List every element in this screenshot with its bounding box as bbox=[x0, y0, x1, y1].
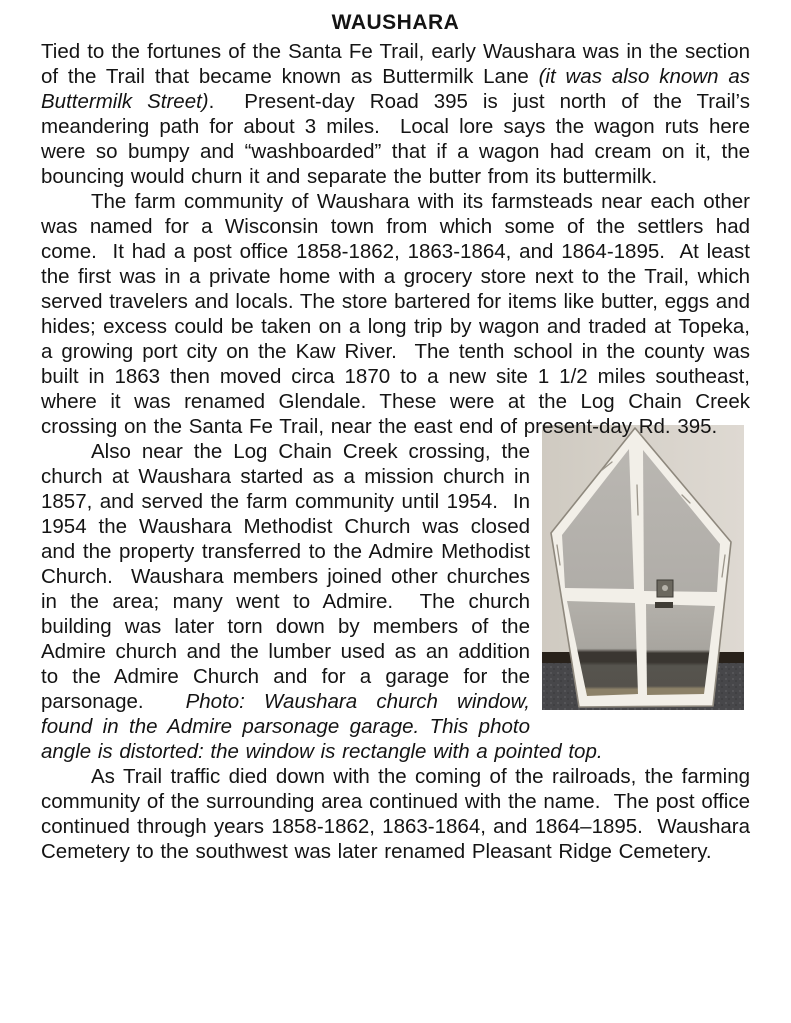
paragraph-intro-text: Tied to the fortunes of the Santa Fe Trail, early Waushara was in the section of the Trail that became known as Buttermilk Lane bbox=[41, 40, 750, 88]
paragraph-intro bbox=[41, 39, 750, 189]
paragraph-railroads: As Trail traffic died down with the coming of the railroads, the farming community of the surrounding area continued with the name. The post office continued through years 1858-1862, 1863-1864, and 1864–1895. Waushara Cemetery to the southwest was later renamed Pleasant Ridge Cemetery. bbox=[41, 765, 750, 863]
paragraph-church bbox=[41, 439, 750, 764]
page-title: WAUSHARA bbox=[331, 11, 460, 34]
paragraph-intro-italic: (it was also known as Buttermilk Street) bbox=[41, 65, 750, 113]
paragraph-farm-community: The farm community of Waushara with its farmsteads near each other was named for a Wisconsin town from which some of the settlers had come. It had a post office 1858-1862, 1863-1864, and 1864-1895. At least the first was in a private home with a grocery store next to the Trail, which served travelers and locals. The store bartered for items like butter, eggs and hides; excess could be taken on a long trip by wagon and traded at Topeka, a growing port city on the Kaw River. The tenth school in the county was built in 1863 then moved circa 1870 to a new site 1 1/2 miles southeast, where it was renamed Glendale. These were at the Log Chain Creek crossing on the Santa Fe Trail, near the east end of present-day Rd. 395. bbox=[41, 190, 750, 438]
window-latch-knob bbox=[662, 585, 668, 591]
glass-lower-right bbox=[646, 604, 715, 695]
window-handle bbox=[655, 602, 673, 608]
church-window-illustration bbox=[542, 425, 744, 710]
church-window-photo bbox=[542, 425, 744, 710]
photo-caption: Photo: Waushara church window, found in the Admire parsonage garage. This photo angle is distorted: the window is rectangle with a pointed top. bbox=[41, 690, 603, 763]
paragraph-church-text: Also near the Log Chain Creek crossing, the church at Waushara started as a mission church in 1857, and served the farm community until 1954. In 1954 the Waushara Methodist Church was closed and the property transferred to the Admire Methodist Church. Waushara members joined other churches in the area; many went to Admire. The church building was later torn down by members of the Admire church and the lumber used as an addition to the Admire Church and for a garage for the parsonage. bbox=[41, 440, 530, 713]
paragraph-intro-text-2: . Present-day Road 395 is just north of the Trail’s meandering path for about 3 miles. Local lore says the wagon ruts here were so bumpy and “washboarded” that if a wagon had cream on it, the bouncing would churn it and separate the butter from its buttermilk. bbox=[41, 90, 750, 188]
